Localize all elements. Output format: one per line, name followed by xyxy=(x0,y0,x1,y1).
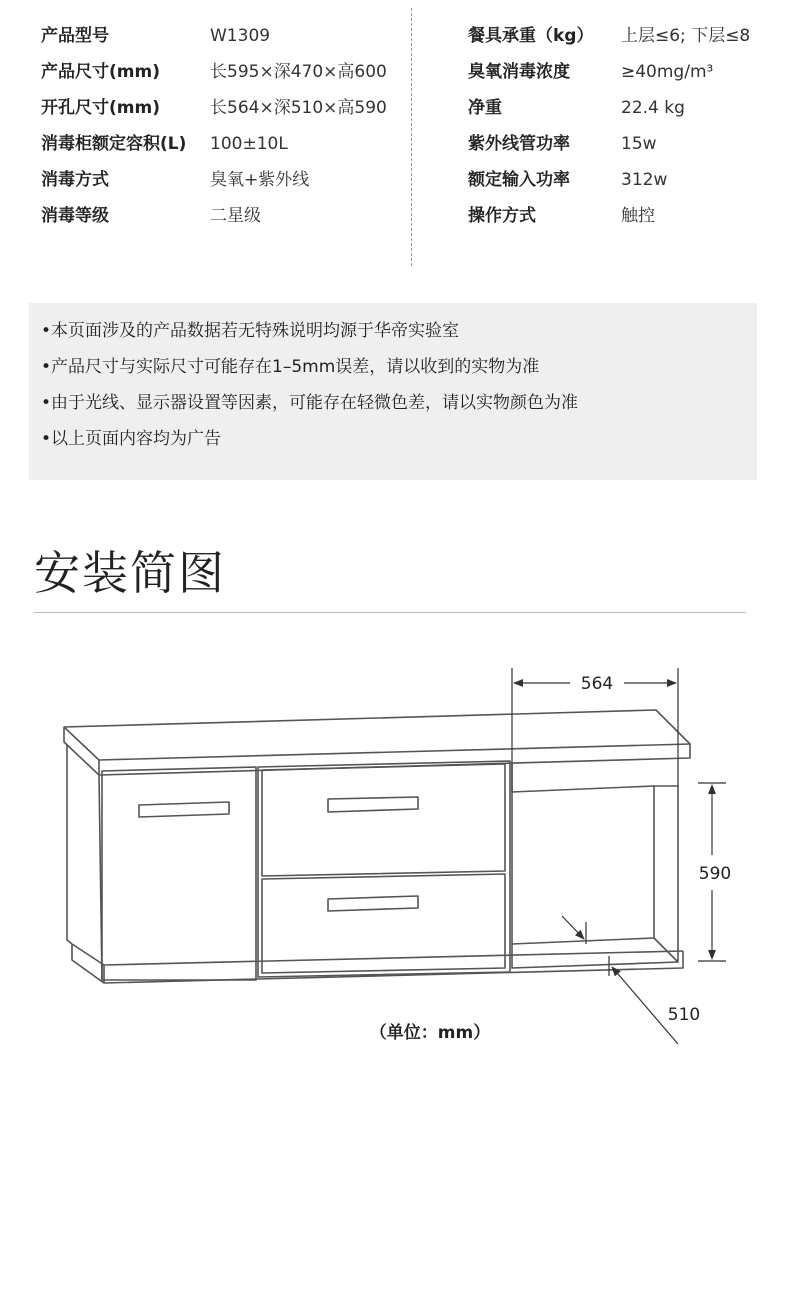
spec-value-disinfect-method: 臭氧+紫外线 xyxy=(210,170,310,190)
installation-diagram xyxy=(0,640,790,1060)
spec-value-operation: 触控 xyxy=(621,206,655,226)
note-item: •本页面涉及的产品数据若无特殊说明均源于华帝实验室 xyxy=(41,321,460,341)
spec-label-disinfect-method: 消毒方式 xyxy=(41,170,109,190)
notes-box xyxy=(29,303,757,480)
left-door-handle xyxy=(139,802,229,817)
spec-label-load: 餐具承重（kg） xyxy=(468,26,594,46)
spec-value-model: W1309 xyxy=(210,26,271,46)
spec-label-ozone: 臭氧消毒浓度 xyxy=(468,62,570,82)
spec-table xyxy=(0,0,790,280)
upper-drawer-handle xyxy=(328,797,418,812)
spec-value-load: 上层≤6; 下层≤8 xyxy=(621,26,751,46)
spec-value-cutout-size: 长564×深510×高590 xyxy=(210,98,387,118)
drawer-frame xyxy=(258,761,510,977)
note-item: •以上页面内容均为广告 xyxy=(41,429,222,449)
countertop xyxy=(64,710,690,775)
spec-label-model: 产品型号 xyxy=(41,26,109,46)
countertop-front-edge xyxy=(64,727,690,760)
note-item: •由于光线、显示器设置等因素，可能存在轻微色差，请以实物颜色为准 xyxy=(41,393,579,413)
spec-value-net-weight: 22.4 kg xyxy=(621,98,685,118)
spec-label-cutout-size: 开孔尺寸(mm) xyxy=(41,98,160,118)
left-side-panel xyxy=(67,744,72,944)
depth-label: 510 xyxy=(667,1005,701,1025)
cutout-back-panel xyxy=(512,786,654,944)
spec-value-capacity: 100±10L xyxy=(210,134,288,154)
left-door xyxy=(102,767,256,980)
spec-label-operation: 操作方式 xyxy=(468,206,536,226)
spec-label-uv-power: 紫外线管功率 xyxy=(468,134,570,154)
column-divider xyxy=(411,8,412,266)
note-item: •产品尺寸与实际尺寸可能存在1–5mm误差，请以收到的实物为准 xyxy=(41,357,540,377)
section-divider xyxy=(34,612,746,613)
unit-label: （单位：mm） xyxy=(369,1023,491,1043)
spec-value-ozone: ≥40mg/m³ xyxy=(621,62,714,82)
spec-label-product-size: 产品尺寸(mm) xyxy=(41,62,160,82)
spec-label-capacity: 消毒柜额定容积(L) xyxy=(41,134,187,154)
cutout-right-wall xyxy=(654,786,678,962)
spec-value-product-size: 长595×深470×高600 xyxy=(210,62,387,82)
spec-value-uv-power: 15w xyxy=(621,134,657,154)
lower-drawer-handle xyxy=(328,896,418,911)
spec-label-net-weight: 净重 xyxy=(468,98,502,118)
height-label: 590 xyxy=(698,864,732,884)
spec-label-input-power: 额定输入功率 xyxy=(468,170,570,190)
spec-value-disinfect-grade: 二星级 xyxy=(210,206,261,226)
upper-drawer xyxy=(262,764,505,876)
spec-value-input-power: 312w xyxy=(621,170,668,190)
section-title: 安装简图 xyxy=(34,546,226,600)
width-label: 564 xyxy=(580,674,614,694)
cabinet-drawing xyxy=(64,710,690,983)
spec-label-disinfect-grade: 消毒等级 xyxy=(41,206,109,226)
depth-dimension xyxy=(562,916,678,1044)
